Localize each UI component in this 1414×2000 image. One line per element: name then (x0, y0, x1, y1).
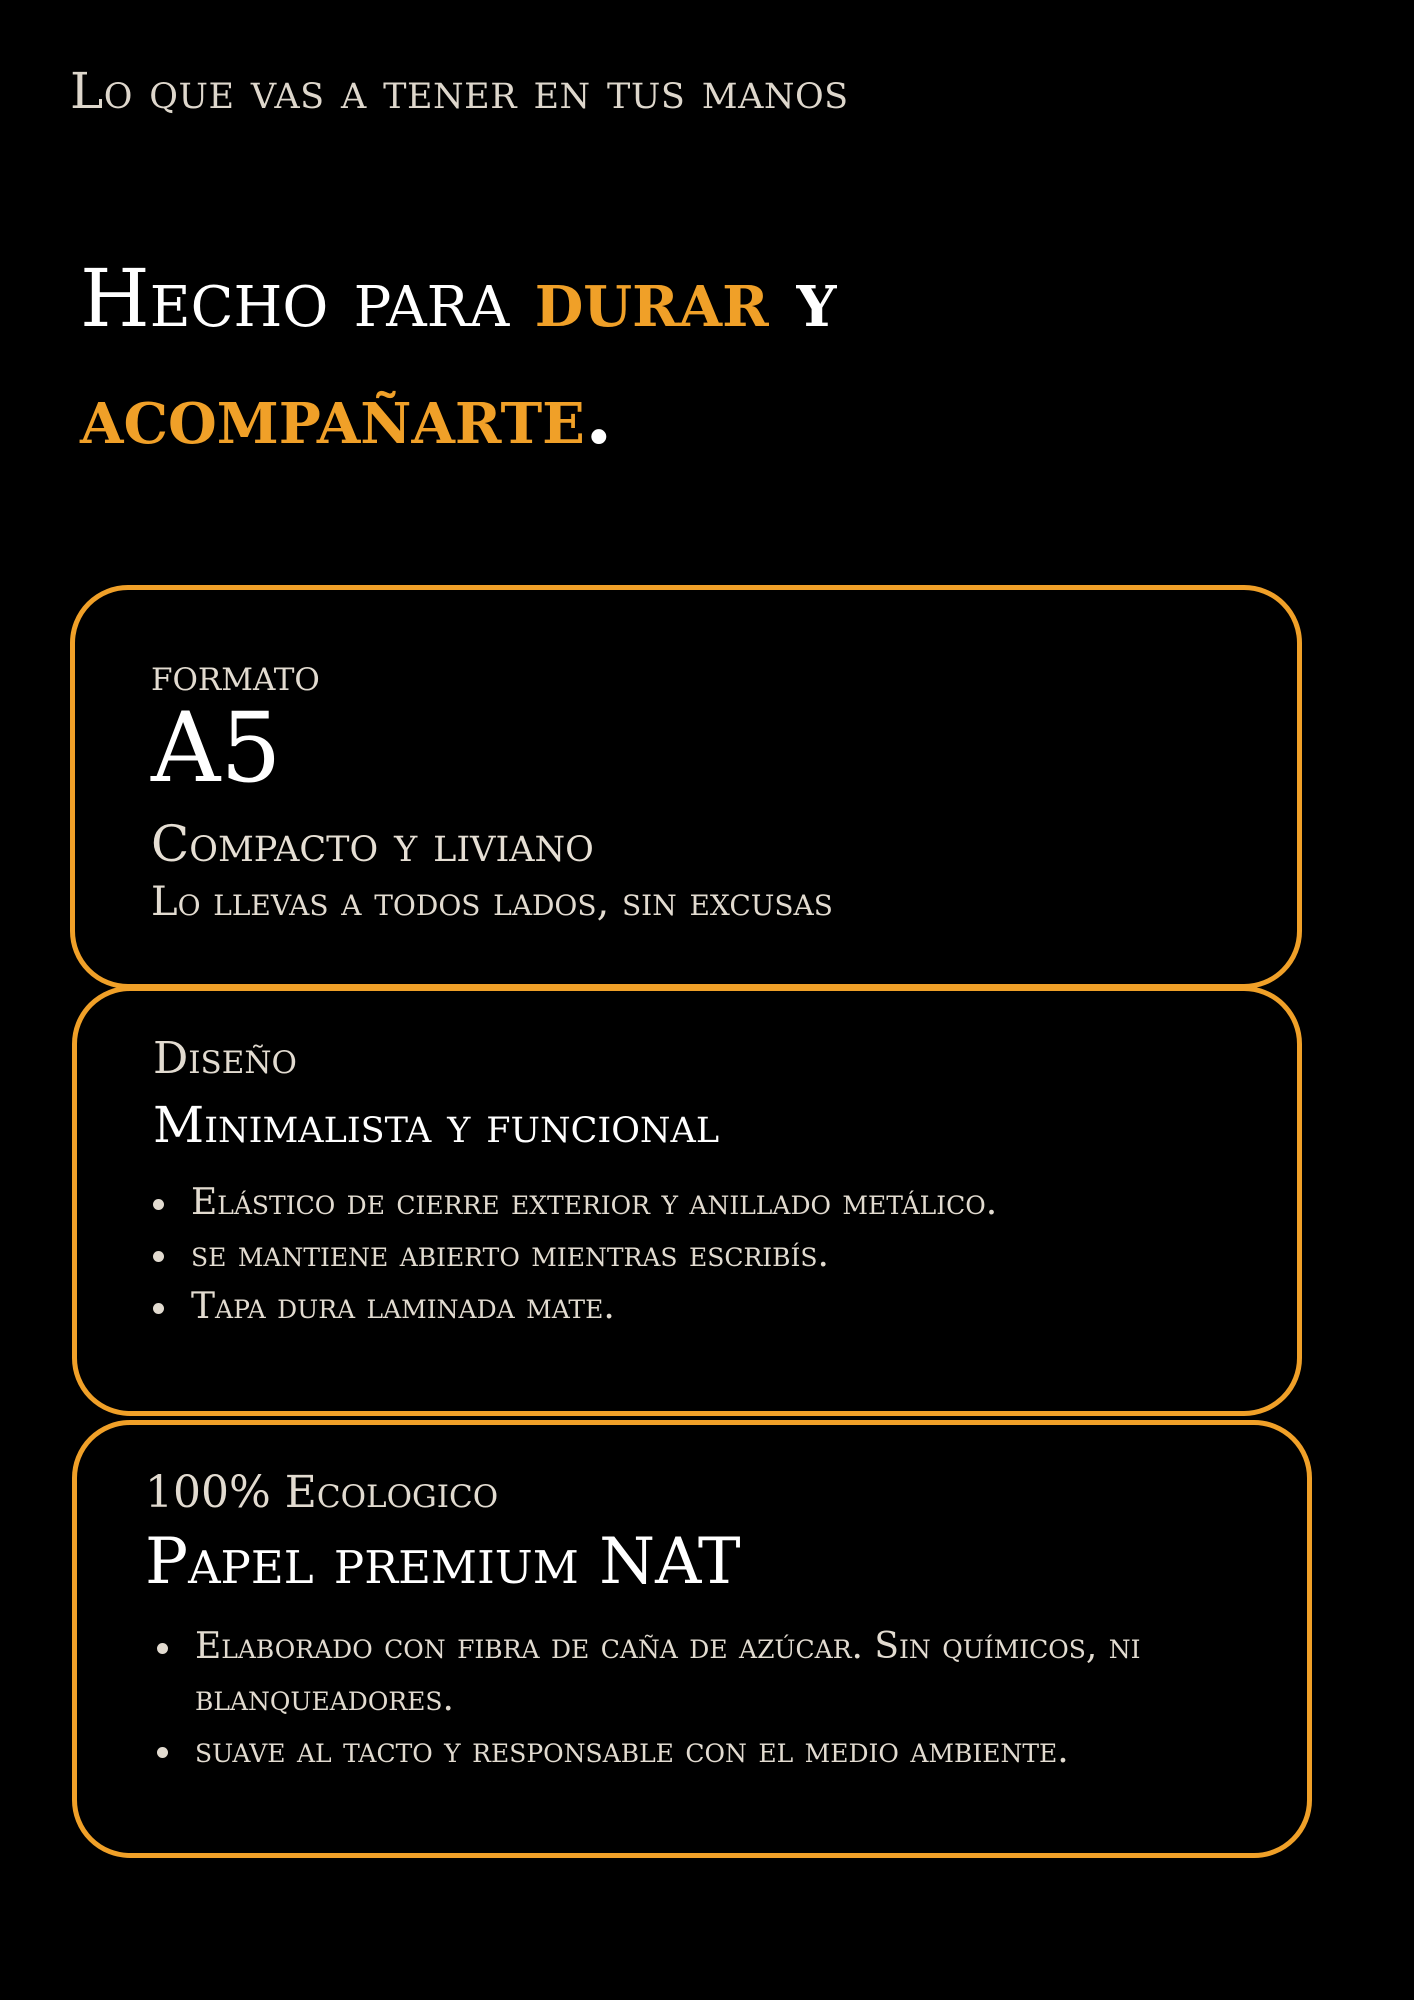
headline (80, 240, 1280, 474)
card-formato (70, 585, 1302, 989)
card-label: formato (151, 650, 320, 701)
bullet-icon (157, 1643, 168, 1654)
list-item-text: Elástico de cierre exterior y anillado metálico. (191, 1182, 998, 1223)
list-item-text: Elaborado con fibra de caña de azúcar. Sin químicos, ni blanqueadores. (195, 1626, 1141, 1719)
headline-period: . (584, 368, 613, 462)
card-title: Papel premium NAT (145, 1525, 741, 1599)
bullet-icon (157, 1747, 168, 1758)
bullet-icon (153, 1303, 164, 1314)
list-item (157, 1621, 1267, 1725)
card-ecologico (72, 1420, 1312, 1858)
headline-accent-acompanarte: acompañarte (80, 368, 585, 462)
feature-list (145, 1621, 1267, 1777)
headline-part-2: y (768, 251, 837, 345)
format-value: A5 (151, 692, 282, 804)
card-label: 100% Ecologico (145, 1467, 499, 1518)
feature-list (153, 1177, 1257, 1333)
bullet-icon (153, 1251, 164, 1262)
list-item-text: Tapa dura laminada mate. (191, 1286, 615, 1327)
list-item (153, 1229, 1257, 1281)
card-diseno (72, 986, 1302, 1416)
list-item (153, 1281, 1257, 1333)
headline-part-1: Hecho para (80, 252, 535, 345)
bullet-icon (153, 1199, 164, 1210)
list-item (157, 1725, 1267, 1777)
headline-accent-durar: durar (534, 251, 769, 345)
card-subtitle: Lo llevas a todos lados, sin excusas (151, 879, 833, 925)
card-label: Diseño (153, 1033, 297, 1084)
list-item-text: se mantiene abierto mientras escribís. (191, 1234, 830, 1275)
list-item (153, 1177, 1257, 1229)
section-eyebrow: Lo que vas a tener en tus manos (70, 62, 849, 120)
card-title: Minimalista y funcional (153, 1096, 720, 1154)
card-title: Compacto y liviano (151, 815, 594, 873)
list-item-text: suave al tacto y responsable con el medio ambiente. (195, 1730, 1069, 1771)
